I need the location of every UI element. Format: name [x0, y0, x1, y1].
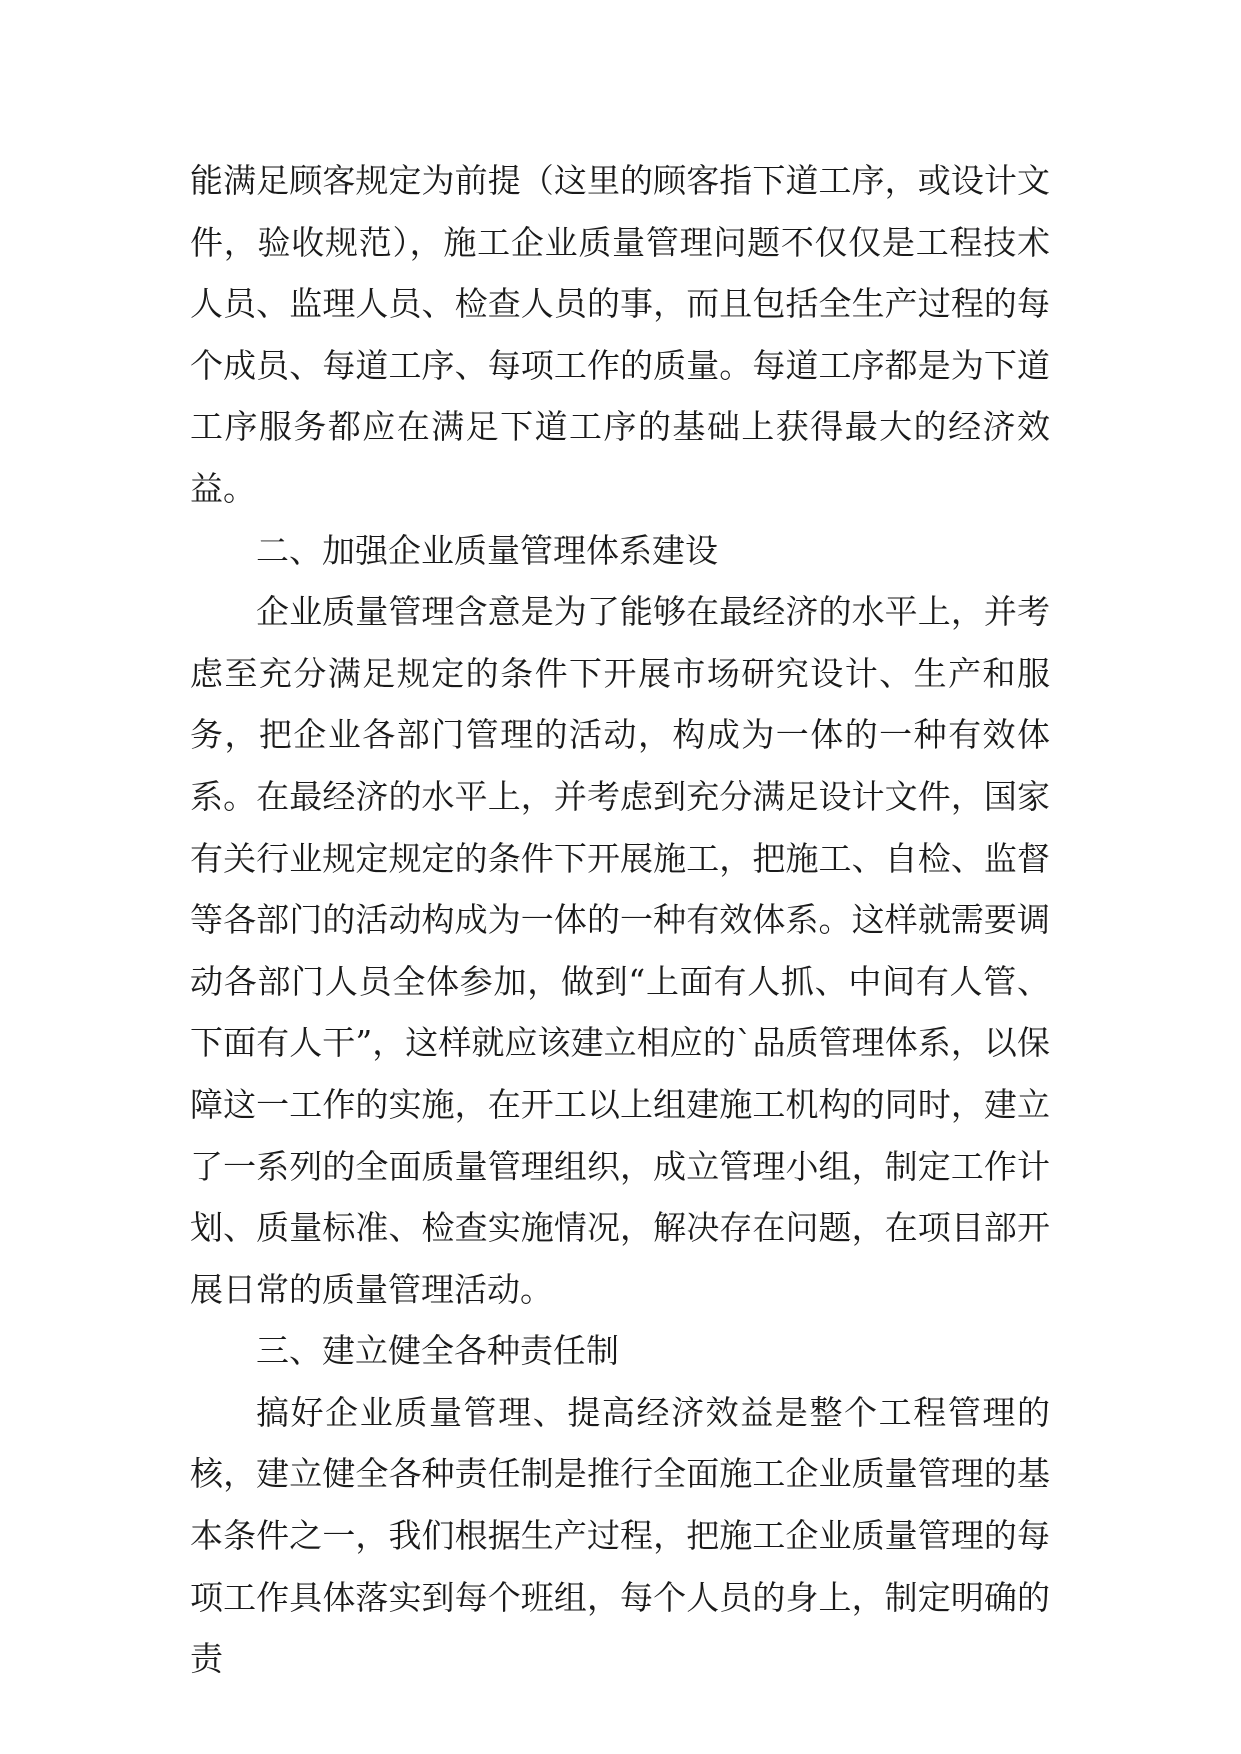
paragraph-intro-continued: 能满足顾客规定为前提（这里的顾客指下道工序，或设计文件，验收规范），施工企业质量管理问题不仅仅是工程技术人员、监理人员、检查人员的事，而且包括全生产过程的每个成员、每道工序、每项工作的质量。每道工序都是为下道工序服务都应在满足下道工序的基础上获得最大的经济效益。: [190, 161, 1050, 508]
paragraph-section-3: 搞好企业质量管理、提高经济效益是整个工程管理的核，建立健全各种责任制是推行全面施工企业质量管理的基本条件之一，我们根据生产过程，把施工企业质量管理的每项工作具体落实到每个班组，每个人员的身上，制定明确的责: [190, 1392, 1050, 1679]
section-heading-3: 三、建立健全各种责任制: [256, 1331, 619, 1371]
section-heading-2: 二、加强企业质量管理体系建设: [256, 530, 718, 570]
paragraph-section-2: 企业质量管理含意是为了能够在最经济的水平上，并考虑至充分满足规定的条件下开展市场研究设计、生产和服务，把企业各部门管理的活动，构成为一体的一种有效体系。在最经济的水平上，并考虑到充分满足设计文件，国家有关行业规定规定的条件下开展施工，把施工、自检、监督等各部门的活动构成为一体的一种有效体系。这样就需要调动各部门人员全体参加，做到“上面有人抓、中间有人管、下面有人干”，这样就应该建立相应的`品质管理体系，以保障这一工作的实施，在开工以上组建施工机构的同时，建立了一系列的全面质量管理组织，成立管理小组，制定工作计划、质量标准、检查实施情况，解决存在问题，在项目部开展日常的质量管理活动。: [190, 592, 1050, 1309]
document-body: [190, 150, 1050, 1690]
